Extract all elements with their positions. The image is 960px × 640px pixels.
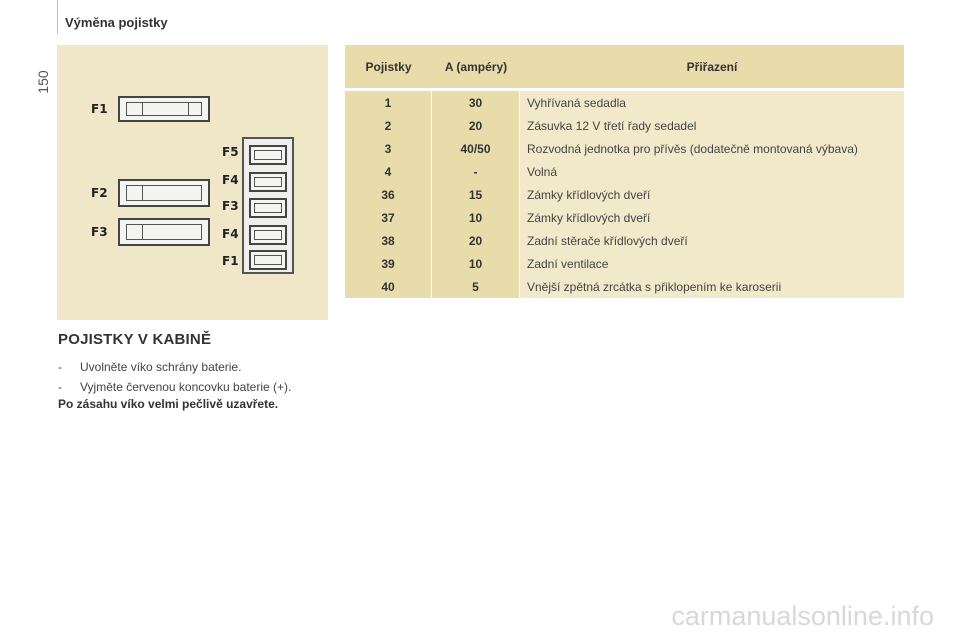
section-heading: POJISTKY V KABINĚ — [58, 331, 212, 348]
fuse-label-right-f4-bottom: F4 — [222, 227, 239, 241]
cell-assignment: Zásuvka 12 V třetí řady sedadel — [520, 114, 904, 137]
fuse-label-right-f5: F5 — [222, 145, 239, 159]
table-row — [345, 229, 904, 252]
table-row — [345, 137, 904, 160]
fuse-label-left-f2: F2 — [91, 186, 108, 200]
table-row — [345, 160, 904, 183]
cell-fuse: 4 — [345, 160, 432, 183]
fuse-slot — [249, 198, 287, 218]
instruction-text: Uvolněte víko schrány baterie. — [80, 360, 242, 374]
fuse-slot — [249, 225, 287, 245]
cell-amps: - — [432, 160, 520, 183]
fuse-table — [345, 45, 904, 298]
fuse-label-left-f3: F3 — [91, 225, 108, 239]
fuse-slot — [249, 145, 287, 165]
fuse-block-vertical — [242, 137, 294, 274]
cell-fuse: 40 — [345, 275, 432, 298]
cell-amps: 20 — [432, 114, 520, 137]
cell-assignment: Zadní stěrače křídlových dveří — [520, 229, 904, 252]
cell-fuse: 38 — [345, 229, 432, 252]
table-body — [345, 91, 904, 298]
closing-note: Po zásahu víko velmi pečlivě uzavřete. — [58, 397, 279, 411]
cell-fuse: 37 — [345, 206, 432, 229]
cell-assignment: Vnější zpětná zrcátka s přiklopením ke karoserii — [520, 275, 904, 298]
table-row — [345, 114, 904, 137]
watermark: carmanualsonline.info — [671, 601, 934, 631]
table-header — [345, 45, 904, 88]
cell-assignment: Zámky křídlových dveří — [520, 206, 904, 229]
table-row — [345, 91, 904, 114]
cell-assignment: Volná — [520, 160, 904, 183]
fuse-slot — [249, 172, 287, 192]
cell-amps: 15 — [432, 183, 520, 206]
cell-assignment: Zámky křídlových dveří — [520, 183, 904, 206]
fuse-label-right-f1: F1 — [222, 254, 239, 268]
cell-amps: 5 — [432, 275, 520, 298]
instruction-list — [58, 357, 291, 397]
cell-assignment: Rozvodná jednotka pro přívěs (dodatečně montovaná výbava) — [520, 137, 904, 160]
cell-assignment: Zadní ventilace — [520, 252, 904, 275]
fuse-f1-horizontal — [118, 96, 210, 122]
fuse-label-left-f1: F1 — [91, 102, 108, 116]
cell-amps: 10 — [432, 252, 520, 275]
instruction-text: Vyjměte červenou koncovku baterie (+). — [80, 380, 292, 394]
cell-fuse: 2 — [345, 114, 432, 137]
fuse-f3-horizontal — [118, 218, 210, 246]
cell-amps: 10 — [432, 206, 520, 229]
table-row — [345, 252, 904, 275]
fuse-label-right-f4-top: F4 — [222, 173, 239, 187]
side-divider-line — [57, 0, 58, 34]
cell-amps: 30 — [432, 91, 520, 114]
cell-fuse: 36 — [345, 183, 432, 206]
cell-fuse: 1 — [345, 91, 432, 114]
page-number: 150 — [35, 70, 51, 94]
fuse-label-right-f3: F3 — [222, 199, 239, 213]
cell-fuse: 39 — [345, 252, 432, 275]
header-assignment: Přiřazení — [686, 59, 738, 74]
header-amps: A (ampéry) — [444, 59, 508, 74]
list-item: - Vyjměte červenou koncovku baterie (+). — [58, 380, 292, 394]
cell-amps: 20 — [432, 229, 520, 252]
fuse-f2-horizontal — [118, 179, 210, 207]
fuse-slot — [249, 250, 287, 270]
header-fuses: Pojistky — [365, 59, 412, 74]
section-title: Výměna pojistky — [65, 15, 168, 30]
fuse-box-diagram — [57, 45, 328, 320]
table-row — [345, 275, 904, 298]
table-row — [345, 183, 904, 206]
table-row — [345, 206, 904, 229]
cell-fuse: 3 — [345, 137, 432, 160]
list-item: - Uvolněte víko schrány baterie. — [58, 360, 242, 374]
cell-assignment: Vyhřívaná sedadla — [520, 91, 904, 114]
cell-amps: 40/50 — [432, 137, 520, 160]
